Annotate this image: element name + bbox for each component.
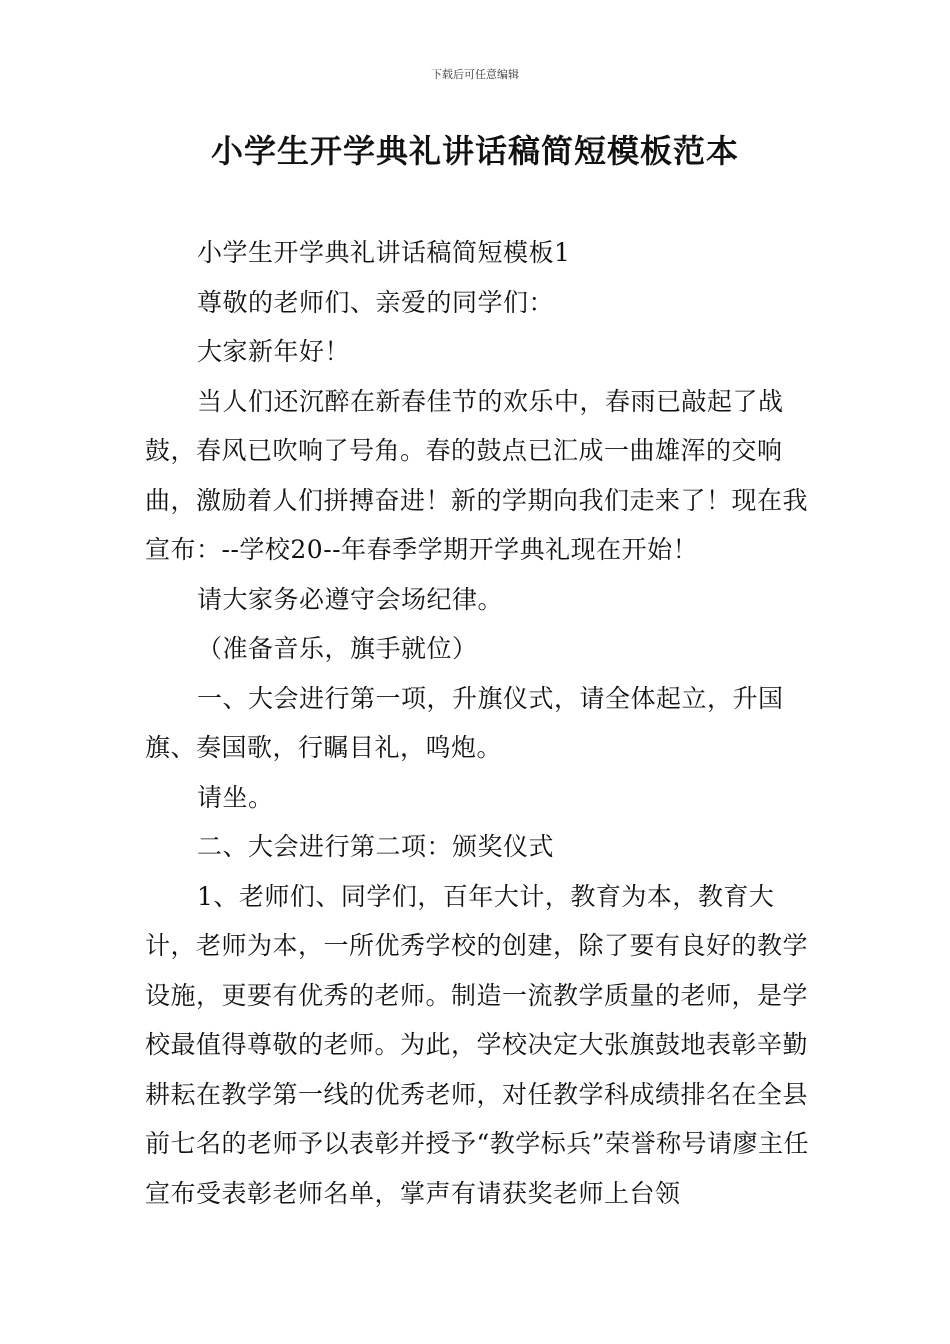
paragraph: 一、大会进行第一项，升旗仪式，请全体起立，升国旗、奏国歌，行瞩目礼，鸣炮。 — [145, 683, 784, 762]
document-body — [145, 228, 825, 1218]
page-header-note: 下载后可任意编辑 — [431, 68, 519, 81]
paragraph: 二、大会进行第二项：颁奖仪式 — [197, 832, 555, 861]
salutation: 尊敬的老师们、亲爱的同学们： — [197, 287, 555, 317]
paragraph: 请大家务必遵守会场纪律。 — [197, 584, 504, 614]
paragraph: 当人们还沉醉在新春佳节的欢乐中，春雨已敲起了战鼓，春风已吹响了号角。春的鼓点已汇成一曲雄浑的交响曲，激励着人们拼搏奋进！新的学期向我们走来了！现在我宣布：--学校20--年春季学期开学典礼现在开始！ — [145, 386, 809, 564]
document-title: 小学生开学典礼讲话稿简短模板范本 — [210, 132, 739, 170]
paragraph: （准备音乐，旗手就位） — [197, 634, 478, 663]
paragraph: 请坐。 — [197, 782, 274, 812]
greeting: 大家新年好！ — [197, 337, 351, 366]
section-heading: 小学生开学典礼讲话稿简短模板1 — [197, 238, 571, 267]
paragraph: 1、老师们、同学们，百年大计，教育为本，教育大计，老师为本，一所优秀学校的创建，除了要有良好的教学设施，更要有优秀的老师。制造一流教学质量的老师，是学校最值得尊敬的老师。为此，学校决定大张旗鼓地表彰辛勤耕耘在教学第一线的优秀老师，对任教学科成绩排名在全县前七名的老师予以表彰并授予“教学标兵”荣誉称号请廖主任宣布受表彰老师名单，掌声有请获奖老师上台领 — [145, 881, 810, 1208]
